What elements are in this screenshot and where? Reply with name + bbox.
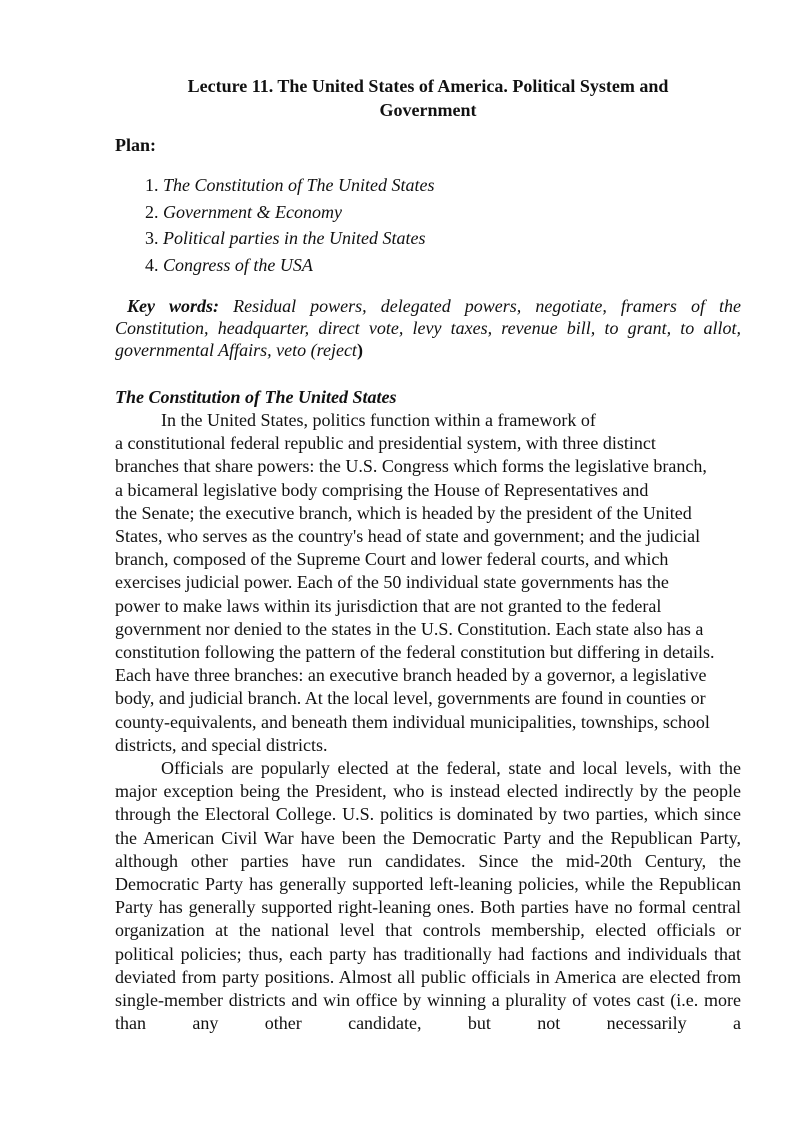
title-line-1: Lecture 11. The United States of America. Political System and [187, 76, 669, 96]
title-line-2: Government [379, 100, 477, 120]
plan-item [163, 225, 741, 252]
paragraph-line: branch, composed of the Supreme Court and lower federal courts, and which [115, 549, 669, 570]
paragraph-line: exercises judicial power. Each of the 50 individual state governments has the [115, 572, 669, 593]
plan-item [163, 199, 741, 226]
paragraph-line: constitution following the pattern of the federal constitution but differing in details. [115, 642, 715, 663]
keywords-text: Residual powers, delegated powers, negotiate, framers of the Constitution, headquarter, direct vote, levy taxes, revenue bill, to grant, to allot, governmental Affairs, veto (reject [115, 296, 741, 360]
paragraph-line: branches that share powers: the U.S. Congress which forms the legislative branch, [115, 456, 707, 477]
paragraph-line: body, and judicial branch. At the local level, governments are found in counties or [115, 688, 706, 709]
paragraph-2 [115, 757, 741, 1035]
paragraph-line: Each have three branches: an executive branch headed by a governor, a legislative [115, 665, 707, 686]
paragraph-1 [115, 409, 741, 757]
keywords-close: ) [356, 340, 363, 360]
document-page [115, 74, 741, 1035]
paragraph-line: districts, and special districts. [115, 734, 328, 755]
paragraph-line: county-equivalents, and beneath them individual municipalities, townships, school [115, 711, 710, 732]
paragraph-2-text: Officials are popularly elected at the federal, state and local levels, with the major exception being the President, who is instead elected indirectly by the people through the Electoral College. U.S. politics is dominated by two parties, which since the American Civil War have been the Democratic Party and the Republican Party, although other parties have run candidates. Since the mid-20th Century, the Democratic Party has generally supported left-leaning policies, while the Republican Party has generally supported right-leaning ones. Both parties have no formal central organization at the national level that controls membership, elected officials or political policies; thus, each party has traditionally had factions and individuals that deviated from party positions. Almost all public officials in America are elected from single-member districts and win office by winning a plurality of votes cast (i.e. more than any other candidate, but not necessarily a [115, 758, 741, 1034]
paragraph-line: a bicameral legislative body comprising the House of Representatives and [115, 479, 649, 500]
plan-item-text: Congress of the USA [163, 254, 313, 275]
paragraph-line: States, who serves as the country's head of state and government; and the judicial [115, 526, 701, 547]
keywords-block [115, 295, 741, 361]
paragraph-line: a constitutional federal republic and presidential system, with three distinct [115, 433, 656, 454]
plan-item [163, 252, 741, 279]
plan-item-text: The Constitution of The United States [163, 175, 435, 195]
paragraph-line: In the United States, politics function within a framework of [161, 410, 596, 430]
plan-item-text: Government & Economy [163, 201, 342, 222]
paragraph-line: government nor denied to the states in the U.S. Constitution. Each state also has a [115, 618, 704, 639]
plan-list [115, 172, 741, 278]
page-title [115, 74, 741, 122]
paragraph-line: the Senate; the executive branch, which is headed by the president of the United [115, 502, 692, 523]
plan-label: Plan: [115, 135, 157, 155]
plan-item-text: Political parties in the United States [163, 228, 426, 248]
paragraph-line: power to make laws within its jurisdiction that are not granted to the federal [115, 595, 662, 616]
plan-item [163, 172, 741, 199]
section-heading: The Constitution of The United States [115, 387, 397, 407]
keywords-label: Key words: [127, 296, 220, 316]
